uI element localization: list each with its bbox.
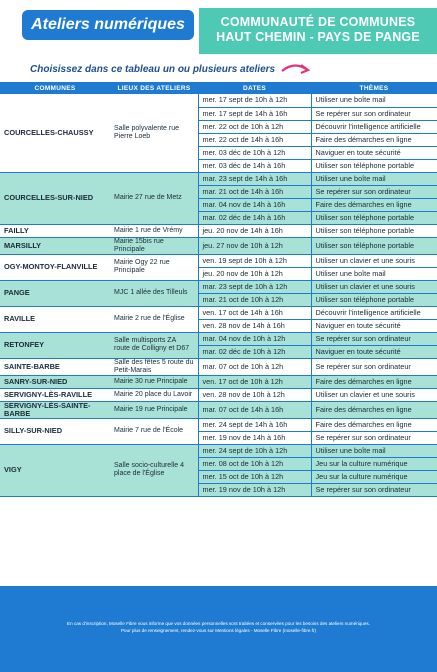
page-header xyxy=(0,0,437,62)
commune-group xyxy=(0,224,437,237)
date-cell: mer. 24 sept de 14h à 16h xyxy=(198,418,311,431)
theme-cell: Se repérer sur son ordinateur xyxy=(311,483,437,496)
theme-cell: Utiliser son téléphone portable xyxy=(311,224,437,237)
badge-line-2: HAUT CHEMIN - PAYS DE PANGE xyxy=(216,30,420,44)
commune-group xyxy=(0,401,437,418)
commune-group xyxy=(0,172,437,224)
commune-cell: SANRY-SUR-NIED xyxy=(0,375,110,388)
date-cell: jeu. 27 nov de 10h à 12h xyxy=(198,237,311,254)
commune-group xyxy=(0,358,437,375)
theme-cell: Utiliser un clavier et une souris xyxy=(311,254,437,267)
column-header-themes: THÈMES xyxy=(311,82,437,94)
theme-cell: Découvrir l'intelligence artificielle xyxy=(311,306,437,319)
table-row[interactable] xyxy=(0,172,437,185)
location-cell: Mairie 30 rue Principale xyxy=(110,375,198,388)
table-row[interactable] xyxy=(0,358,437,375)
theme-cell: Naviguer en toute sécurité xyxy=(311,345,437,358)
instruction-text: Choisissez dans ce tableau un ou plusieurs ateliers xyxy=(30,64,276,75)
commune-cell: SERVIGNY-LÈS-SAINTE-BARBE xyxy=(0,401,110,418)
date-cell: ven. 19 sept de 10h à 12h xyxy=(198,254,311,267)
date-cell: mar. 23 sept de 14h à 16h xyxy=(198,172,311,185)
date-cell: jeu. 20 nov de 14h à 16h xyxy=(198,224,311,237)
organization-badge xyxy=(199,8,437,54)
theme-cell: Utiliser son téléphone portable xyxy=(311,293,437,306)
theme-cell: Utiliser son téléphone portable xyxy=(311,159,437,172)
theme-cell: Utiliser son téléphone portable xyxy=(311,211,437,224)
date-cell: mar. 02 déc de 10h à 12h xyxy=(198,345,311,358)
theme-cell: Naviguer en toute sécurité xyxy=(311,146,437,159)
date-cell: mar. 02 déc de 14h à 16h xyxy=(198,211,311,224)
commune-cell: SILLY-SUR-NIED xyxy=(0,418,110,444)
page-title: Ateliers numériques xyxy=(22,10,194,40)
theme-cell: Utiliser un clavier et une souris xyxy=(311,388,437,401)
commune-group xyxy=(0,306,437,332)
date-cell: mar. 21 oct de 10h à 12h xyxy=(198,293,311,306)
footer-info-link[interactable]: Pour plus de renseignement, rendez-vous sur Mentions légales - Moselle Fibre (moselle-fibre.fr) xyxy=(120,628,317,633)
theme-cell: Faire des démarches en ligne xyxy=(311,418,437,431)
location-cell: Mairie Ogy 22 rue Principale xyxy=(110,254,198,280)
location-cell: Mairie 15bis rue Principale xyxy=(110,237,198,254)
theme-cell: Découvrir l'intelligence artificielle xyxy=(311,120,437,133)
table-header-row xyxy=(0,82,437,94)
table-row[interactable] xyxy=(0,332,437,345)
commune-cell: COURCELLES-CHAUSSY xyxy=(0,94,110,172)
commune-cell: SERVIGNY-LÈS-RAVILLE xyxy=(0,388,110,401)
date-cell: ven. 28 nov de 14h à 16h xyxy=(198,319,311,332)
date-cell: mer. 03 déc de 10h à 12h xyxy=(198,146,311,159)
commune-group xyxy=(0,254,437,280)
commune-group xyxy=(0,418,437,444)
date-cell: mer. 17 sept de 10h à 12h xyxy=(198,94,311,107)
column-header-lieux: LIEUX DES ATELIERS xyxy=(110,82,198,94)
footer xyxy=(0,586,437,672)
theme-cell: Jeu sur la culture numérique xyxy=(311,457,437,470)
location-cell: Salle polyvalente rue Pierre Loeb xyxy=(110,94,198,172)
table-row[interactable] xyxy=(0,94,437,107)
column-header-communes: COMMUNES xyxy=(0,82,110,94)
theme-cell: Se repérer sur son ordinateur xyxy=(311,185,437,198)
curved-arrow-icon xyxy=(280,61,312,77)
theme-cell: Jeu sur la culture numérique xyxy=(311,470,437,483)
location-cell: Mairie 7 rue de l'École xyxy=(110,418,198,444)
table-row[interactable] xyxy=(0,306,437,319)
table-row[interactable] xyxy=(0,388,437,401)
workshops-table-container xyxy=(0,82,437,586)
commune-cell: FAILLY xyxy=(0,224,110,237)
location-cell: Salle socio-culturelle 4 place de l'Église xyxy=(110,444,198,496)
column-header-dates: DATES xyxy=(198,82,311,94)
commune-cell: OGY-MONTOY-FLANVILLE xyxy=(0,254,110,280)
location-cell: Salle des fêtes 5 route du Petit-Marais xyxy=(110,358,198,375)
date-cell: ven. 17 oct de 14h à 16h xyxy=(198,306,311,319)
theme-cell: Se repérer sur son ordinateur xyxy=(311,358,437,375)
date-cell: mer. 19 nov de 14h à 16h xyxy=(198,431,311,444)
commune-cell: MARSILLY xyxy=(0,237,110,254)
location-cell: Mairie 19 rue Principale xyxy=(110,401,198,418)
table-row[interactable] xyxy=(0,224,437,237)
workshops-table xyxy=(0,82,437,497)
footer-privacy-notice: En cas d'inscription, Moselle Fibre vous informe que vos données personnelles sont traitées et conservées pour les besoins des ateliers numériques. xyxy=(67,621,370,626)
date-cell: mer. 22 oct de 14h à 16h xyxy=(198,133,311,146)
location-cell: Mairie 2 rue de l'Église xyxy=(110,306,198,332)
date-cell: mer. 15 oct de 10h à 12h xyxy=(198,470,311,483)
commune-cell: SAINTE-BARBE xyxy=(0,358,110,375)
date-cell: mar. 23 sept de 10h à 12h xyxy=(198,280,311,293)
date-cell: mar. 07 oct de 14h à 16h xyxy=(198,401,311,418)
commune-group xyxy=(0,375,437,388)
theme-cell: Faire des démarches en ligne xyxy=(311,133,437,146)
theme-cell: Utiliser un clavier et une souris xyxy=(311,280,437,293)
date-cell: mer. 08 oct de 10h à 12h xyxy=(198,457,311,470)
commune-group xyxy=(0,388,437,401)
theme-cell: Utiliser une boîte mail xyxy=(311,444,437,457)
date-cell: mar. 04 nov de 10h à 12h xyxy=(198,332,311,345)
theme-cell: Se repérer sur son ordinateur xyxy=(311,107,437,120)
theme-cell: Utiliser une boîte mail xyxy=(311,172,437,185)
date-cell: mar. 07 oct de 10h à 12h xyxy=(198,358,311,375)
commune-group xyxy=(0,94,437,172)
date-cell: mer. 19 nov de 10h à 12h xyxy=(198,483,311,496)
table-row[interactable] xyxy=(0,254,437,267)
commune-cell: COURCELLES-SUR-NIED xyxy=(0,172,110,224)
location-cell: Mairie 20 place du Lavoir xyxy=(110,388,198,401)
theme-cell: Se repérer sur son ordinateur xyxy=(311,332,437,345)
theme-cell: Faire des démarches en ligne xyxy=(311,401,437,418)
location-cell: Mairie 27 rue de Metz xyxy=(110,172,198,224)
table-row[interactable] xyxy=(0,280,437,293)
date-cell: mer. 24 sept de 10h à 12h xyxy=(198,444,311,457)
theme-cell: Utiliser une boîte mail xyxy=(311,94,437,107)
date-cell: mer. 03 déc de 14h à 16h xyxy=(198,159,311,172)
theme-cell: Utiliser une boîte mail xyxy=(311,267,437,280)
commune-cell: RAVILLE xyxy=(0,306,110,332)
commune-cell: PANGE xyxy=(0,280,110,306)
location-cell: Mairie 1 rue de Vrémy xyxy=(110,224,198,237)
date-cell: mer. 22 oct de 10h à 12h xyxy=(198,120,311,133)
badge-line-1: COMMUNAUTÉ DE COMMUNES xyxy=(220,15,416,29)
commune-group xyxy=(0,444,437,496)
date-cell: ven. 28 nov de 10h à 12h xyxy=(198,388,311,401)
commune-group xyxy=(0,237,437,254)
date-cell: mer. 17 sept de 14h à 16h xyxy=(198,107,311,120)
table-row[interactable] xyxy=(0,375,437,388)
theme-cell: Utiliser son téléphone portable xyxy=(311,237,437,254)
date-cell: mar. 04 nov de 14h à 16h xyxy=(198,198,311,211)
table-row[interactable] xyxy=(0,401,437,418)
table-row[interactable] xyxy=(0,444,437,457)
theme-cell: Se repérer sur son ordinateur xyxy=(311,431,437,444)
location-cell: Salle multisports ZA route de Colligny et D67 xyxy=(110,332,198,358)
theme-cell: Naviguer en toute sécurité xyxy=(311,319,437,332)
date-cell: jeu. 20 nov de 10h à 12h xyxy=(198,267,311,280)
commune-group xyxy=(0,280,437,306)
date-cell: mar. 21 oct de 14h à 16h xyxy=(198,185,311,198)
location-cell: MJC 1 allée des Tilleuls xyxy=(110,280,198,306)
table-row[interactable] xyxy=(0,237,437,254)
commune-cell: RETONFEY xyxy=(0,332,110,358)
table-row[interactable] xyxy=(0,418,437,431)
commune-group xyxy=(0,332,437,358)
commune-cell: VIGY xyxy=(0,444,110,496)
theme-cell: Faire des démarches en ligne xyxy=(311,375,437,388)
theme-cell: Faire des démarches en ligne xyxy=(311,198,437,211)
date-cell: ven. 17 oct de 10h à 12h xyxy=(198,375,311,388)
